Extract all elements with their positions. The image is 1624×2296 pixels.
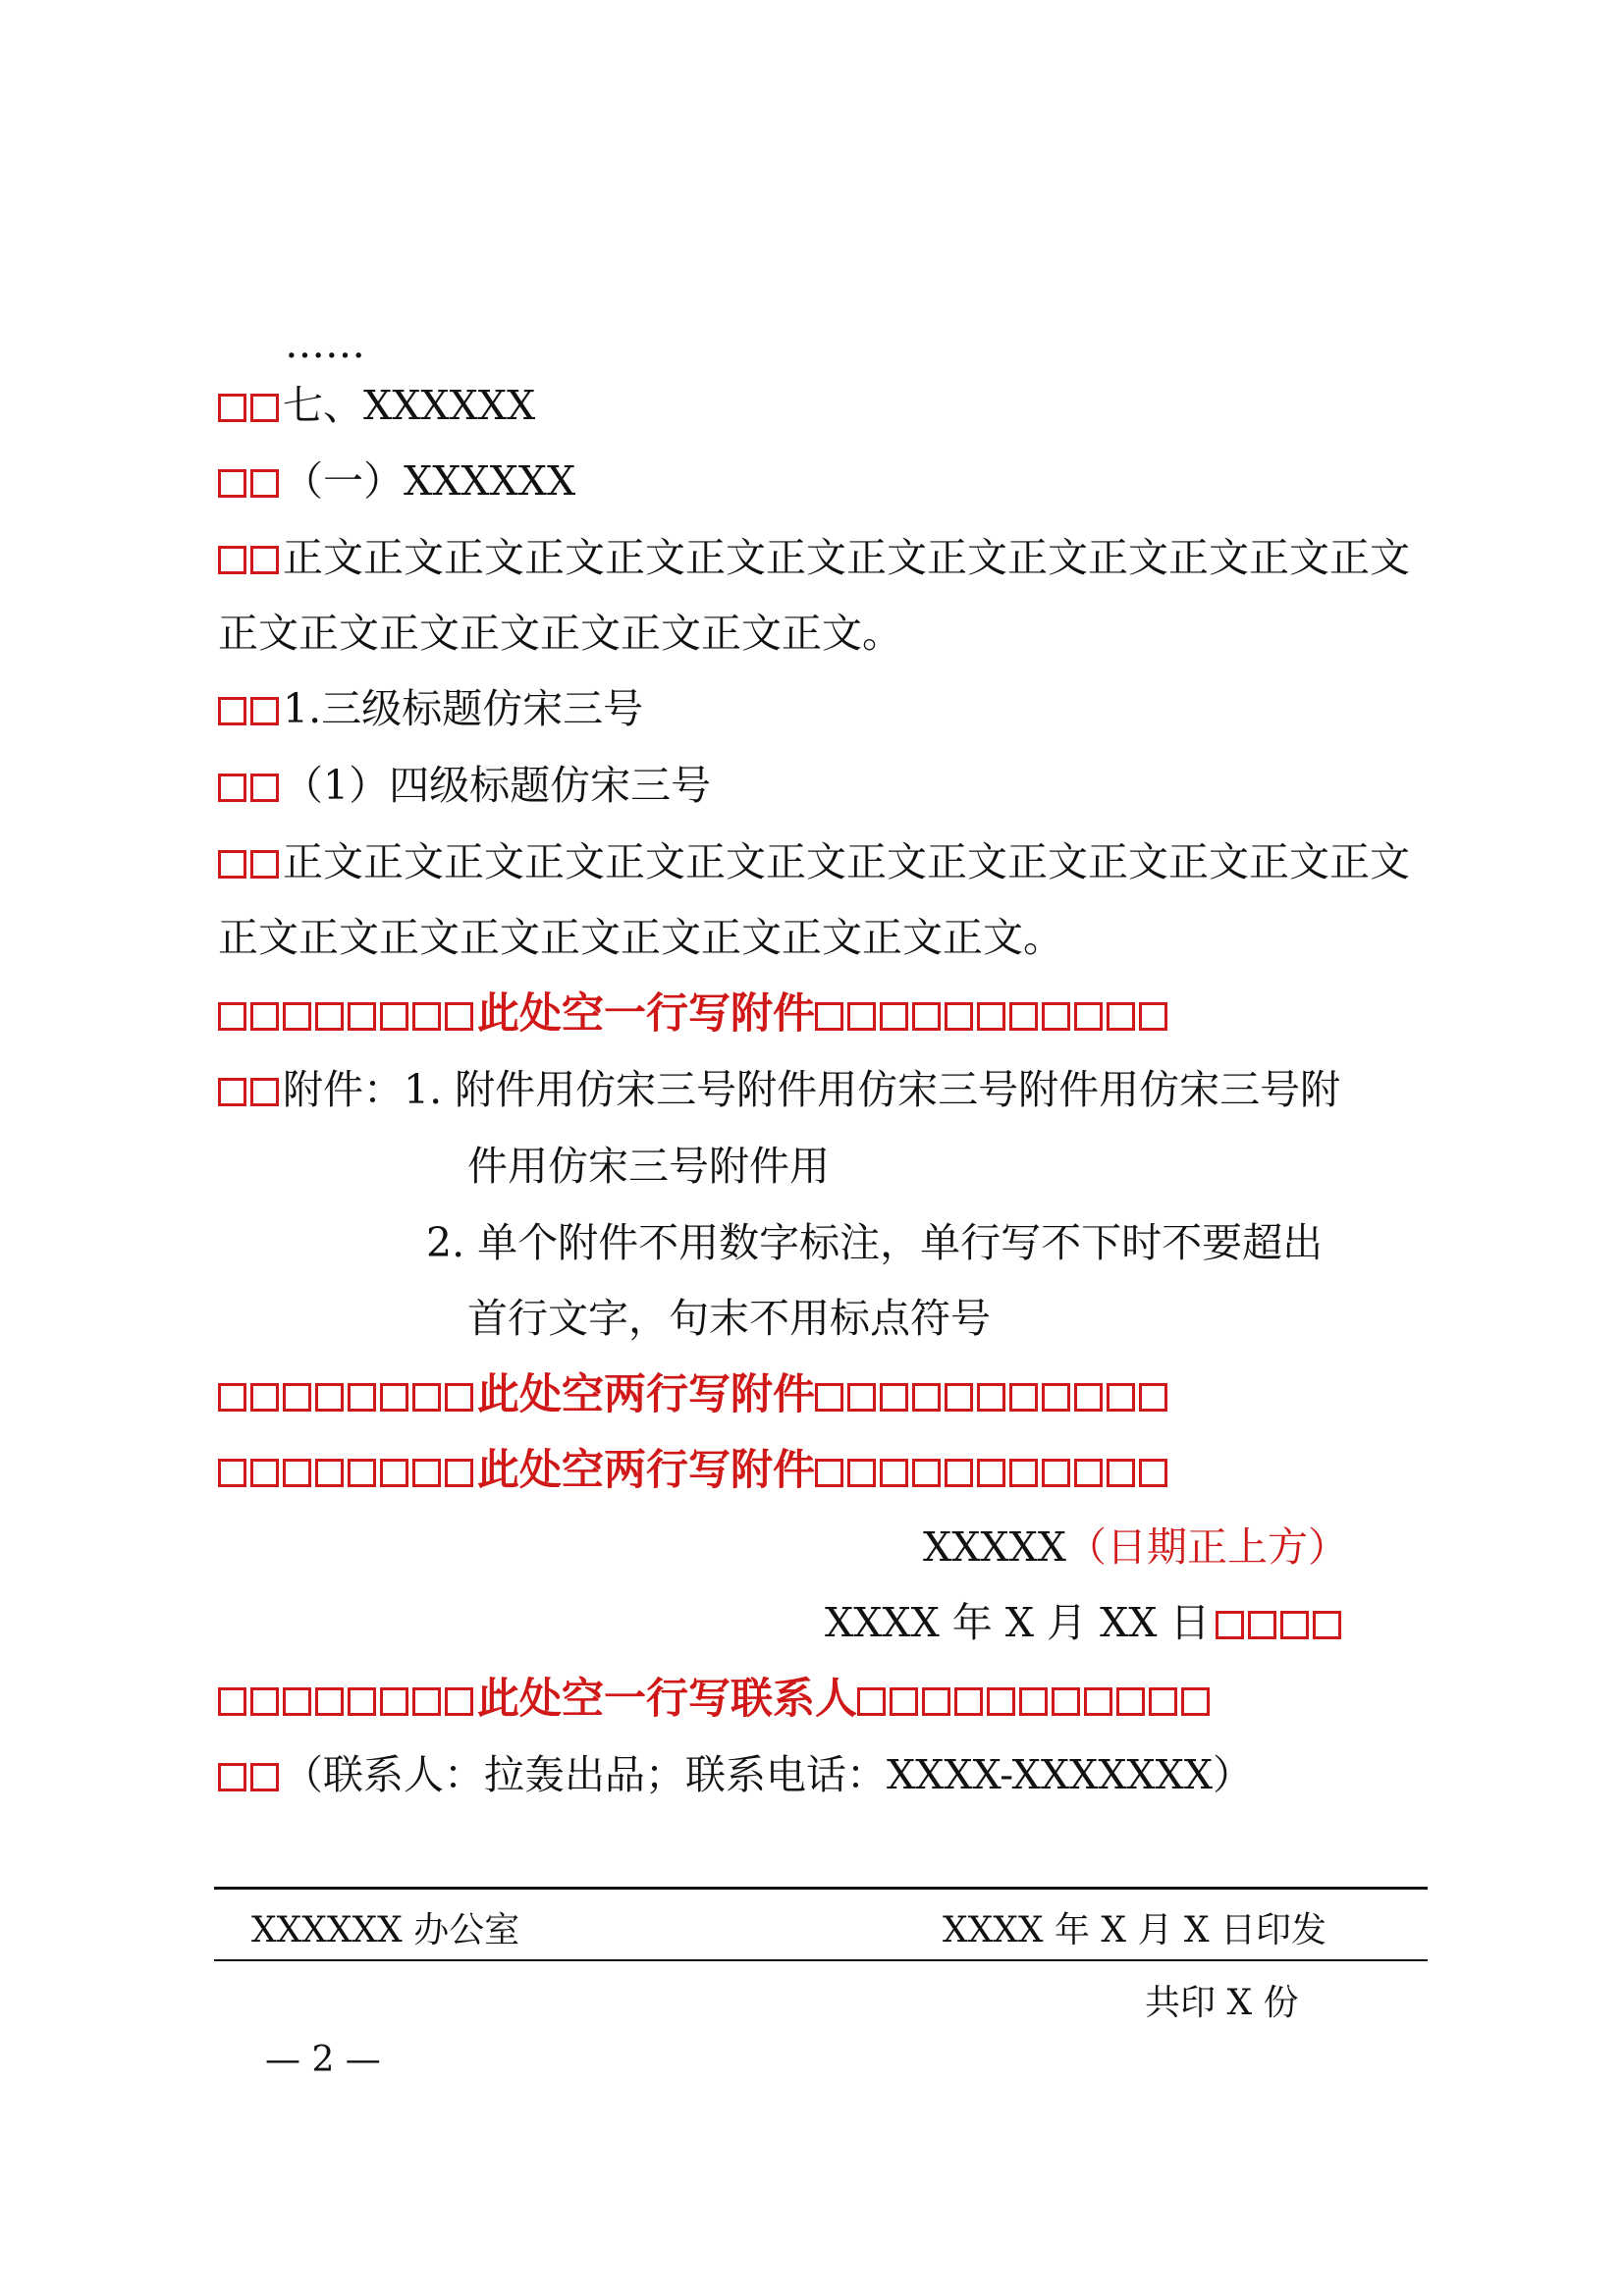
indent-marker: [250, 697, 279, 725]
body-paragraph-1-line-2: 正文正文正文正文正文正文正文正文。: [218, 610, 902, 657]
indent-marker: [1107, 1383, 1135, 1412]
indent-marker: [218, 1459, 246, 1487]
indent-marker: [250, 1687, 279, 1716]
indent-marker: [315, 1459, 344, 1487]
indent-marker: [250, 1078, 279, 1106]
indent-marker: [977, 1459, 1005, 1487]
attachment-item-1-line-2: 件用仿宋三号附件用: [467, 1143, 830, 1190]
note-blank-line-attachment: 此处空一行写附件: [218, 985, 1171, 1043]
indent-marker: [380, 1002, 408, 1031]
indent-marker: [815, 1459, 843, 1487]
note-two-blank-lines-2: 此处空两行写附件: [218, 1441, 1171, 1500]
indent-marker: [945, 1002, 973, 1031]
indent-marker: [977, 1002, 1005, 1031]
indent-marker: [218, 850, 246, 879]
indent-marker: [218, 1078, 246, 1106]
indent-marker: [1313, 1611, 1341, 1639]
indent-marker: [880, 1383, 908, 1412]
attachment-item-1-line-1: 附件：1. 附件用仿宋三号附件用仿宋三号附件用仿宋三号附: [218, 1060, 1340, 1119]
indent-marker: [348, 1459, 376, 1487]
indent-marker: [954, 1687, 983, 1716]
indent-marker: [315, 1383, 344, 1412]
indent-marker: [218, 1383, 246, 1412]
indent-marker: [1248, 1611, 1276, 1639]
date-markers: [1216, 1593, 1345, 1652]
indent-marker: [283, 1383, 311, 1412]
indent-marker: [1139, 1459, 1167, 1487]
indent-marker: [218, 774, 246, 802]
indent-marker: [890, 1687, 918, 1716]
indent-marker: [1116, 1687, 1145, 1716]
indent-marker: [445, 1687, 473, 1716]
indent-marker: [1009, 1383, 1038, 1412]
indent-marker: [348, 1687, 376, 1716]
indent-marker: [315, 1687, 344, 1716]
indent-marker: [912, 1002, 941, 1031]
heading-level-2: （一）XXXXXX: [218, 452, 575, 510]
colophon-copies: 共印 X 份: [1145, 1983, 1299, 2023]
indent-marker: [880, 1459, 908, 1487]
indent-marker: [1280, 1611, 1309, 1639]
heading-level-1: 七、XXXXXX: [218, 376, 535, 435]
indent-marker: [250, 850, 279, 879]
indent-marker: [857, 1687, 886, 1716]
attachment-item-2-line-2: 首行文字，句末不用标点符号: [467, 1295, 991, 1342]
indent-marker: [1009, 1459, 1038, 1487]
indent-marker: [250, 469, 279, 498]
body-paragraph-1-line-1: 正文正文正文正文正文正文正文正文正文正文正文正文正文正文: [218, 528, 1410, 587]
page-number: — 2 —: [265, 2040, 381, 2080]
indent-marker: [815, 1383, 843, 1412]
indent-marker: [1052, 1687, 1080, 1716]
indent-marker: [1084, 1687, 1112, 1716]
attachment-item-2-line-1: 2. 单个附件不用数字标注，单行写不下时不要超出: [426, 1219, 1324, 1266]
marker-row-right: [815, 985, 1171, 1043]
indent-marker: [218, 394, 246, 422]
indent-marker: [847, 1459, 876, 1487]
indent-marker: [912, 1459, 941, 1487]
indent-marker: [1042, 1383, 1070, 1412]
body-paragraph-2-line-2: 正文正文正文正文正文正文正文正文正文正文。: [218, 914, 1063, 961]
indent-marker: [250, 394, 279, 422]
indent-marker: [1042, 1459, 1070, 1487]
issuer-note: （日期正上方）: [1065, 1523, 1348, 1571]
indent-marker: [1042, 1002, 1070, 1031]
indent-marker: [1019, 1687, 1048, 1716]
signature-date: XXXX 年 X 月 XX 日: [825, 1593, 1345, 1652]
colophon-print-date: XXXX 年 X 月 X 日印发: [943, 1910, 1326, 1950]
indent-marker: [380, 1687, 408, 1716]
indent-marker: [218, 469, 246, 498]
indent-marker: [1107, 1459, 1135, 1487]
indent-marker: [218, 1763, 246, 1791]
indent-marker: [945, 1459, 973, 1487]
indent-marker: [1216, 1611, 1244, 1639]
indent-marker: [1074, 1383, 1103, 1412]
indent-marker: [218, 546, 246, 574]
indent-marker: [380, 1383, 408, 1412]
indent-marker: [250, 1002, 279, 1031]
note-two-blank-lines-1: 此处空两行写附件: [218, 1365, 1171, 1424]
indent-marker: [283, 1459, 311, 1487]
indent-marker: [1139, 1002, 1167, 1031]
ellipsis: ……: [285, 320, 365, 367]
indent-marker: [847, 1002, 876, 1031]
indent-marker: [977, 1383, 1005, 1412]
marker-row-left: [218, 985, 477, 1043]
indent-marker: [815, 1002, 843, 1031]
colophon-top-rule: [214, 1887, 1428, 1890]
indent-marker: [283, 1002, 311, 1031]
indent-marker: [412, 1687, 441, 1716]
heading-level-4: （1）四级标题仿宋三号: [218, 756, 711, 815]
indent-marker: [250, 546, 279, 574]
indent-marker: [945, 1383, 973, 1412]
indent-marker: [1107, 1002, 1135, 1031]
indent-marker: [412, 1383, 441, 1412]
colophon-bottom-rule: [214, 1959, 1428, 1961]
indent-marker: [1149, 1687, 1177, 1716]
indent-marker: [250, 774, 279, 802]
note-blank-line-contact: 此处空一行写联系人: [218, 1670, 1214, 1729]
body-paragraph-2-line-1: 正文正文正文正文正文正文正文正文正文正文正文正文正文正文: [218, 832, 1410, 891]
indent-marker: [412, 1002, 441, 1031]
indent-marker: [250, 1383, 279, 1412]
indent-marker: [912, 1383, 941, 1412]
indent-marker: [445, 1002, 473, 1031]
indent-marker: [380, 1459, 408, 1487]
indent-marker: [1074, 1459, 1103, 1487]
indent-marker: [412, 1459, 441, 1487]
indent-marker: [283, 1687, 311, 1716]
colophon-office: XXXXXX 办公室: [251, 1910, 520, 1950]
indent-marker: [1139, 1383, 1167, 1412]
indent-marker: [880, 1002, 908, 1031]
indent-marker: [1181, 1687, 1210, 1716]
indent-marker: [218, 1687, 246, 1716]
attachment-label: 附件：: [283, 1066, 404, 1113]
indent-marker: [847, 1383, 876, 1412]
contact-line: （联系人：拉轰出品；联系电话：XXXX-XXXXXXX）: [218, 1745, 1253, 1804]
indent-marker: [315, 1002, 344, 1031]
signature-issuer: XXXXX（日期正上方）: [923, 1523, 1348, 1571]
indent-marker: [218, 1002, 246, 1031]
indent-marker: [922, 1687, 950, 1716]
indent-marker: [348, 1383, 376, 1412]
indent-marker: [1009, 1002, 1038, 1031]
indent-marker: [987, 1687, 1015, 1716]
indent-marker: [250, 1763, 279, 1791]
indent-marker: [348, 1002, 376, 1031]
heading-level-3: 1.三级标题仿宋三号: [218, 679, 643, 738]
indent-marker: [445, 1383, 473, 1412]
indent-marker: [218, 697, 246, 725]
indent-marker: [445, 1459, 473, 1487]
indent-marker: [250, 1459, 279, 1487]
indent-marker: [1074, 1002, 1103, 1031]
